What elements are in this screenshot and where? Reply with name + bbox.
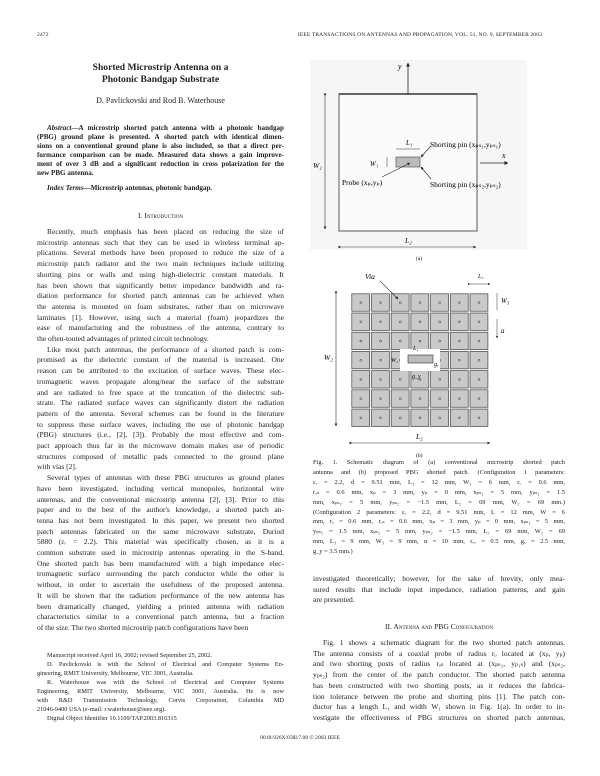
text-line: microstrip patch radiator and the two main techniques include utilizing [37, 259, 284, 269]
text-line: strate. The radiated surface waves can significantly distort the radiation [37, 398, 284, 408]
pbg-cell [450, 332, 468, 349]
footnote-line: D. Pavlickovski is with the School of Electrical and Computer Systems En- [47, 661, 284, 668]
footnote-line: gineering, RMIT University, Melbourne, VIC 3001, Australia. [37, 670, 194, 677]
text-line: tromagnetic waves propagate along/near the surface of the substrate [37, 376, 284, 386]
text-line: have been investigated, including vertical monopoles, horizontal wire [37, 483, 284, 493]
patch-conductor [396, 157, 420, 167]
text-line: pattern of the antenna. Several schemes can be found in the literature [37, 408, 284, 418]
pbg-cell [450, 351, 468, 368]
pbg-cell [352, 409, 370, 426]
pbg-cell [450, 294, 468, 311]
pbg-cell [352, 371, 370, 388]
text-line: with vias [2]. [37, 462, 77, 472]
copyright-footer: 0018-926X/03$17.00 © 2003 IEEE [260, 735, 340, 741]
pbg-cell [431, 313, 449, 330]
text-line: Several types of antennas with these PBG structures as ground planes [47, 473, 284, 483]
pbg-cell [391, 390, 409, 407]
footnote-line: Manuscript received April 16, 2002; revised September 25, 2002. [47, 652, 212, 659]
caption-line: mm, xₚₛ₂ = 5 mm, yₚₛ₂ = −1.5 mm, L₂ = 69 mm, W₂ = 69 mm.) [313, 498, 565, 506]
caption-line: mm, rₒ = 0.6 mm, rₒₛ = 0.6 mm, xₚ = 3 mm, yₚ = 0 mm, xₚₛ₁ = 5 mm, [313, 518, 565, 526]
pbg-cell [372, 294, 390, 311]
caption-line: rₒₛ = 0.6 mm, xₚ = 3 mm, yₚ = 0 mm, xₚₛ₁ = 5 mm, yₚₛ₁ = 1.5 [313, 488, 565, 496]
text-line: plications. Several methods have been proposed to reduce the size of a [37, 248, 284, 258]
w2-label: W₂ [313, 161, 322, 170]
figure-1a-label: (a) [416, 256, 423, 262]
pbg-cell [352, 351, 370, 368]
text-line: One shorted patch has been manufactured with a high impedance elec- [37, 558, 284, 568]
authors: D. Pavlickovski and Rod B. Waterhouse [96, 96, 225, 105]
pbg-cell [352, 313, 370, 330]
pbg-cell [352, 332, 370, 349]
caption-line: εᵣ = 2.2, d = 9.51 mm, L₁ = 12 mm, W₁ = 6 mm, rₒ = 0.6 mm, [313, 478, 565, 486]
abstract-label: Abstract [47, 124, 72, 132]
text-line: and are radiated to free space at the truncation of the dielectric sub- [37, 387, 284, 397]
text-line: has been shown that significantly better impedance bandwidth and ra- [37, 280, 284, 290]
text-line: Fig. 1 shows a schematic diagram for the two shorted patch antennas. [323, 638, 565, 647]
w2-label: W₂ [324, 353, 333, 362]
figure-1a-diagram [300, 55, 540, 270]
pbg-cell [391, 371, 409, 388]
page-number: 2472 [37, 32, 49, 38]
pbg-cell [470, 409, 488, 426]
text-line: structures composed of metallic pads connected to the ground plane [37, 451, 284, 461]
text-line: common substrate used in microstrip antennas operating in the S-band. [37, 548, 284, 557]
pbg-cell [411, 294, 429, 311]
figure-1b-diagram [300, 268, 540, 463]
text-line: pact approach thus far in the microwave domain makes use of periodic [37, 441, 284, 450]
text-line: diation performance for shorted patch antennas can be achieved when [37, 291, 284, 301]
abstract-text: —A microstrip shorted patch antenna with a photonic bandgap [71, 124, 284, 132]
w1-label: W₁ [370, 160, 379, 168]
pbg-cell [372, 313, 390, 330]
w3-label: W₃ [501, 297, 510, 305]
probe-label: Probe (xₚ,yₚ) [342, 178, 383, 187]
pbg-cell [372, 409, 390, 426]
text-line: the antenna is mounted on foam substrates, rather than on microwave [37, 301, 284, 311]
section-heading-introduction: I. Introduction [138, 211, 183, 220]
pbg-cell [391, 313, 409, 330]
y-axis-label: y [398, 62, 402, 71]
pbg-cell [470, 313, 488, 330]
pbg-cell [470, 332, 488, 349]
index-terms [37, 183, 284, 193]
text-line: 5880 (εᵣ = 2.2). This material was specifically chosen, as it is a [37, 537, 284, 547]
figure-1b-label: (b) [416, 453, 423, 459]
text-line: promised as the dielectric constant of the material is increased. One [37, 355, 284, 365]
pbg-cell [431, 409, 449, 426]
pbg-cell [470, 390, 488, 407]
x-axis-label: x [502, 151, 506, 160]
section-heading-antenna-pbg: II. Antenna and PBG Configuration [384, 622, 494, 631]
shorting-pin-1-label: Shorting pin (xₚₛ₁,yₚₛ₁) [430, 140, 501, 149]
text-line: microstrip antennas such that they can be used in wireless terminal ap- [37, 237, 284, 247]
text-line: vestigate the effectiveness of PBG structures on shorted patch antennas, [313, 712, 565, 722]
text-line: ductor has a length L₁ and width W₁ shown in Fig. 1(a). In order to in- [313, 702, 565, 712]
text-line: Recently, much emphasis has been placed on reducing the size of [47, 227, 284, 236]
text-line: sured results that include input impedance, radiation patterns, and gain [313, 584, 565, 594]
text-line: without, in order to ascertain the usefulness of the proposed antenna. [37, 580, 284, 590]
text-line: patch antennas fabricated on the same microwave substrate, Duriod [37, 526, 284, 536]
text-line: ease of manufacturing and the robustness of the antenna, contrary to [37, 323, 284, 333]
pbg-cell [391, 409, 409, 426]
via-label: Via [365, 272, 375, 281]
caption-line: antenna and (b) proposed PBG shorted patch. (Configuration 1 parameters: [313, 468, 565, 476]
caption-line: (Configuration 2 parameters: εᵣ = 2.2, d = 9.51 mm, L = 12 mm, W = 6 [313, 508, 565, 516]
index-terms-text: —Microstrip antennas, photonic bandgap. [83, 184, 213, 192]
paper-title-line-1: Shorted Microstrip Antenna on a [92, 62, 229, 73]
pbg-cell [450, 409, 468, 426]
l1-label: L₁ [406, 139, 413, 147]
pbg-cell [431, 332, 449, 349]
text-line: characteristics similar to a conventional patch antenna, but a fraction [37, 612, 284, 622]
text-line: been dramatically changed, yielding a printed antenna with radiation [37, 601, 284, 611]
footnote-line: Digital Object Identifier 10.1109/TAP.2003.816315 [47, 715, 177, 722]
gx-label: gₓ [434, 362, 439, 368]
footnote-line: 21046-9400 USA (e-mail: r.waterhouse@ieee.org). [37, 706, 166, 713]
footnote-line: with R&D Transmission Technology, Corvis Corporation, Columbia MD [37, 697, 284, 704]
text-line: of the size. The two shorted microstrip patch configurations have been [37, 622, 249, 632]
text-line: to suppress these surface waves, including the use of photonic bandgap [37, 419, 284, 429]
l1-label: L₁ [413, 346, 419, 352]
text-line: paper and to the best of the author's knowledge, a shorted patch an- [37, 505, 284, 515]
index-terms-label: Index Terms [47, 184, 84, 192]
footnote-line: Engineering, RMIT University, Melbourne, VIC 3001, Australia. He is now [37, 688, 284, 695]
text-line: the often-touted advantages of printed circuit technology. [37, 334, 209, 343]
caption-line: g_y = 3.5 mm.) [313, 548, 353, 556]
w1-label: W₁ [391, 358, 399, 364]
text-line: It will be shown that the radiation performance of the new antenna has [37, 590, 284, 600]
caption-line: Fig. 1. Schematic diagram of (a) conventional microstrip shorted patch [313, 459, 565, 466]
pbg-cell [411, 409, 429, 426]
text-line: yₚₛ₂) from the center of the patch conductor. The shorted patch antenna [313, 670, 565, 680]
l3-label: L₃ [478, 274, 484, 280]
pbg-cell [431, 294, 449, 311]
pbg-cell [372, 390, 390, 407]
pbg-cell [470, 371, 488, 388]
abstract-line: ment of over 3 dB and a significant reduction in cross polarization for the [37, 160, 284, 168]
journal-header: IEEE TRANSACTIONS ON ANTENNAS AND PROPAGATION, VOL. 51, NO. 9, SEPTEMBER 2003 [297, 32, 542, 38]
pbg-cell [352, 294, 370, 311]
pbg-cell [411, 313, 429, 330]
pbg-cell [372, 351, 390, 368]
pbg-cell [431, 390, 449, 407]
text-line: tromagnetic surface surrounding the patch conductor while the other is [37, 569, 284, 579]
pbg-cell [391, 294, 409, 311]
abstract-line: new PBG antenna. [37, 169, 94, 177]
text-line: tenna has not been investigated. In this paper, we present two shorted [37, 515, 284, 525]
text-line: laminates [1]. However, using such a material (foam) jeopardizes the [37, 312, 284, 322]
caption-line: mm, L₃ = 9 mm, W₃ = 9 mm, α = 10 mm, rₒᵥ = 0.5 mm, gₓ = 2.5 mm, [313, 538, 565, 546]
a-label: a [501, 327, 505, 335]
abstract-line: (PBG) ground plane is presented. A shorted patch with identical dimen- [37, 133, 284, 141]
paper-title-line-2: Photonic Bandgap Substrate [101, 74, 220, 85]
pbg-cell [372, 332, 390, 349]
text-line: tion tolerance between the probe and shorting pins [1]. The patch con- [313, 691, 565, 701]
pbg-patch-conductor [408, 355, 433, 363]
text-line: are presented. [313, 595, 355, 605]
pbg-cell [352, 390, 370, 407]
text-line: shorting pins or walls and using high-dielectric constant materials. It [37, 269, 284, 279]
gy-label: g_y [412, 374, 421, 380]
text-line: The antenna consists of a coaxial probe of radius rₒ located at (xₚ, yₚ) [313, 648, 565, 658]
pbg-cell [450, 313, 468, 330]
l2-label: L₂ [405, 236, 412, 245]
pbg-cell [411, 390, 429, 407]
abstract-line: sions on a conventional ground plane is also included, so that a direct per- [37, 142, 284, 150]
text-line: has been constructed with two shorting posts, as it reduces the fabrica- [313, 680, 565, 690]
text-line: investigated theoretically; however, for the sake of brevity, only mea- [313, 574, 565, 583]
footnote-line: R. Waterhouse was with the School of Electrical and Computer Systems [47, 679, 284, 686]
text-line: and two shorting posts of radius rₒₛ located at (xₚₛ₁, yₚ₁ₛ) and (xₚₛ₂, [313, 659, 565, 669]
pbg-cell [431, 371, 449, 388]
text-line: antennas, and the conventional microstrip antenna [2], [3]. Prior to this [37, 494, 284, 504]
pbg-cell [372, 371, 390, 388]
text-line: Like most patch antennas, the performance of a shorted patch is com- [47, 344, 284, 354]
abstract-line: formance comparison can be made. Measured data shows a gain improve- [37, 151, 284, 159]
text-line: reason can be attributed to the excitation of surface waves. These elec- [37, 366, 284, 376]
pbg-cell [470, 351, 488, 368]
pbg-cell [470, 294, 488, 311]
pbg-cell [450, 371, 468, 388]
pbg-cell [391, 332, 409, 349]
text-line: (PBG) structures (i.e., [2], [3]). Probably the most effective and com- [37, 430, 284, 440]
l2-label: L₂ [416, 432, 423, 441]
pbg-cell [450, 390, 468, 407]
shorting-pin-2-label: Shorting pin (xₚₛ₂,yₚₛ₂) [430, 180, 501, 189]
caption-line: yₚₛ₁ = 1.5 mm, xₚₛ₂ = 5 mm, yₚₛ₂ = −1.5 mm, L₂ = 69 mm, W₂ = 69 [313, 528, 565, 536]
